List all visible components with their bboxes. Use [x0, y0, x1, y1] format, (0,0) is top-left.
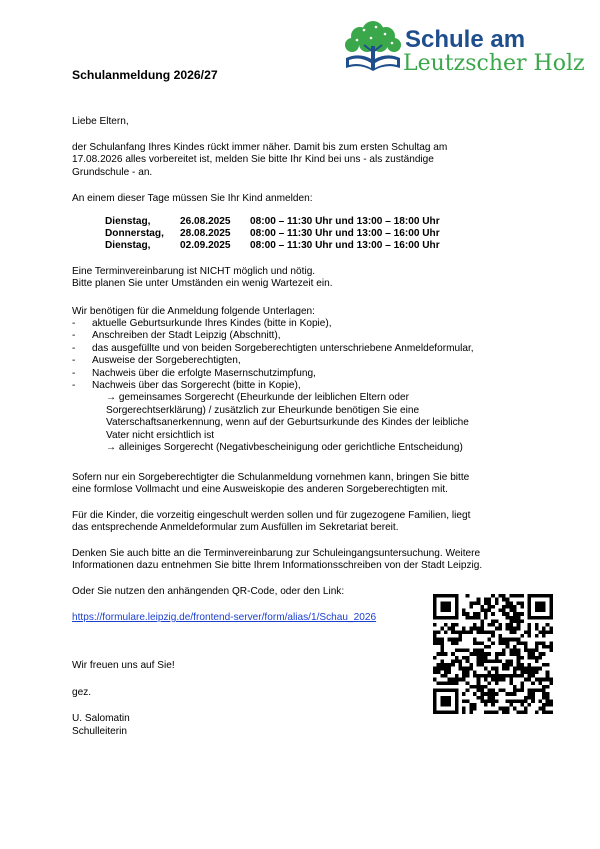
greeting: Liebe Eltern, — [72, 116, 129, 127]
list-item: - das ausgefüllte und von beiden Sorgeberechtigten unterschriebene Anmeldeformular, — [72, 343, 542, 355]
date-day: Dienstag, — [105, 216, 151, 227]
date-date: 02.09.2025 — [180, 240, 231, 252]
appointment-note — [72, 266, 542, 291]
paragraph-line: Informationen dazu entnehmen Sie bitte Ihrem Informationsschreiben von der Stadt Leipzig. — [72, 560, 483, 572]
logo-line-1: Schule am — [405, 26, 526, 53]
tree-book-logo-icon — [340, 18, 406, 78]
school-logo — [340, 18, 585, 78]
intro-line: Grundschule - an. — [72, 166, 153, 178]
date-row — [105, 240, 440, 252]
paragraph-line: eine formlose Vollmacht und eine Ausweiskopie des anderen Sorgeberechtigten mit. — [72, 484, 448, 496]
page-title: Schulanmeldung 2026/27 — [72, 68, 218, 82]
gez-label: gez. — [72, 687, 92, 698]
documents-list — [72, 318, 542, 454]
intro-paragraph — [72, 142, 542, 179]
date-date: 28.08.2025 — [180, 228, 231, 240]
single-parent-note — [72, 472, 542, 497]
appointment-line: Bitte planen Sie unter Umständen ein wenig Wartezeit ein. — [72, 278, 333, 290]
signer-name: U. Salomatin — [72, 713, 130, 724]
intro-line: der Schulanfang Ihres Kindes rückt immer näher. Damit bis zum ersten Schultag am — [72, 142, 448, 153]
dates-table — [105, 216, 440, 253]
qr-intro: Oder Sie nutzen den anhängenden QR-Code, oder den Link: — [72, 586, 345, 597]
registration-link[interactable]: https://formulare.leipzig.de/frontend-server/form/alias/1/Schau_2026 — [72, 612, 377, 623]
date-row — [105, 216, 440, 228]
sub-item: Vater nicht ersichtlich ist — [106, 429, 215, 441]
date-row — [105, 228, 440, 240]
closing: Wir freuen uns auf Sie! — [72, 660, 175, 671]
intro-line: 17.08.2026 alles vorbereitet ist, melden Sie bitte Ihr Kind bei uns - als zuständige — [72, 154, 434, 166]
logo-line-2: Leutzscher Holz — [403, 51, 585, 76]
list-item: - Anschreiben der Stadt Leipzig (Abschnitt), — [72, 330, 542, 342]
date-time: 08:00 – 11:30 Uhr und 13:00 – 16:00 Uhr — [250, 228, 440, 240]
school-exam-note — [72, 548, 542, 573]
list-item: - aktuelle Geburtsurkunde Ihres Kindes (bitte in Kopie), — [72, 318, 542, 330]
early-enrolment-note — [72, 510, 542, 535]
list-item: - Nachweis über das Sorgerecht (bitte in Kopie), — [72, 380, 542, 392]
date-time: 08:00 – 11:30 Uhr und 13:00 – 16:00 Uhr — [250, 240, 440, 252]
paragraph-line: Für die Kinder, die vorzeitig eingeschult werden sollen und für zugezogene Familien, liegt — [72, 510, 471, 521]
date-day: Dienstag, — [105, 240, 151, 252]
register-line: An einem dieser Tage müssen Sie Ihr Kind anmelden: — [72, 193, 313, 204]
signer-role: Schulleiterin — [72, 726, 127, 737]
paragraph-line: das entsprechende Anmeldeformular zum Ausfüllen im Sekretariat bereit. — [72, 522, 399, 534]
sub-item: → gemeinsames Sorgerecht (Eheurkunde der leiblichen Eltern oder — [106, 392, 409, 404]
paragraph-line: Sofern nur ein Sorgeberechtigter die Schulanmeldung vornehmen kann, bringen Sie bitte — [72, 472, 470, 483]
sub-item: Vaterschaftsanerkennung, wenn auf der Geburtsurkunde des Kindes der leibliche — [106, 417, 469, 429]
date-date: 26.08.2025 — [180, 216, 231, 227]
appointment-line: Eine Terminvereinbarung ist NICHT möglich und nötig. — [72, 266, 316, 277]
date-time: 08:00 – 11:30 Uhr und 13:00 – 18:00 Uhr — [250, 216, 440, 227]
list-item: - Nachweis über die erfolgte Masernschutzimpfung, — [72, 368, 542, 380]
sub-item: → alleiniges Sorgerecht (Negativbescheinigung oder gerichtliche Entscheidung) — [106, 442, 463, 454]
sub-item: Sorgerechtserklärung) / zusätzlich zur Eheurkunde benötigen Sie eine — [106, 404, 420, 416]
list-item: - Ausweise der Sorgeberechtigten, — [72, 355, 542, 367]
paragraph-line: Denken Sie auch bitte an die Terminvereinbarung zur Schuleingangsuntersuchung. Weitere — [72, 548, 481, 559]
date-day: Donnerstag, — [105, 228, 164, 240]
docs-intro: Wir benötigen für die Anmeldung folgende Unterlagen: — [72, 306, 315, 317]
registration-dates — [105, 216, 440, 253]
